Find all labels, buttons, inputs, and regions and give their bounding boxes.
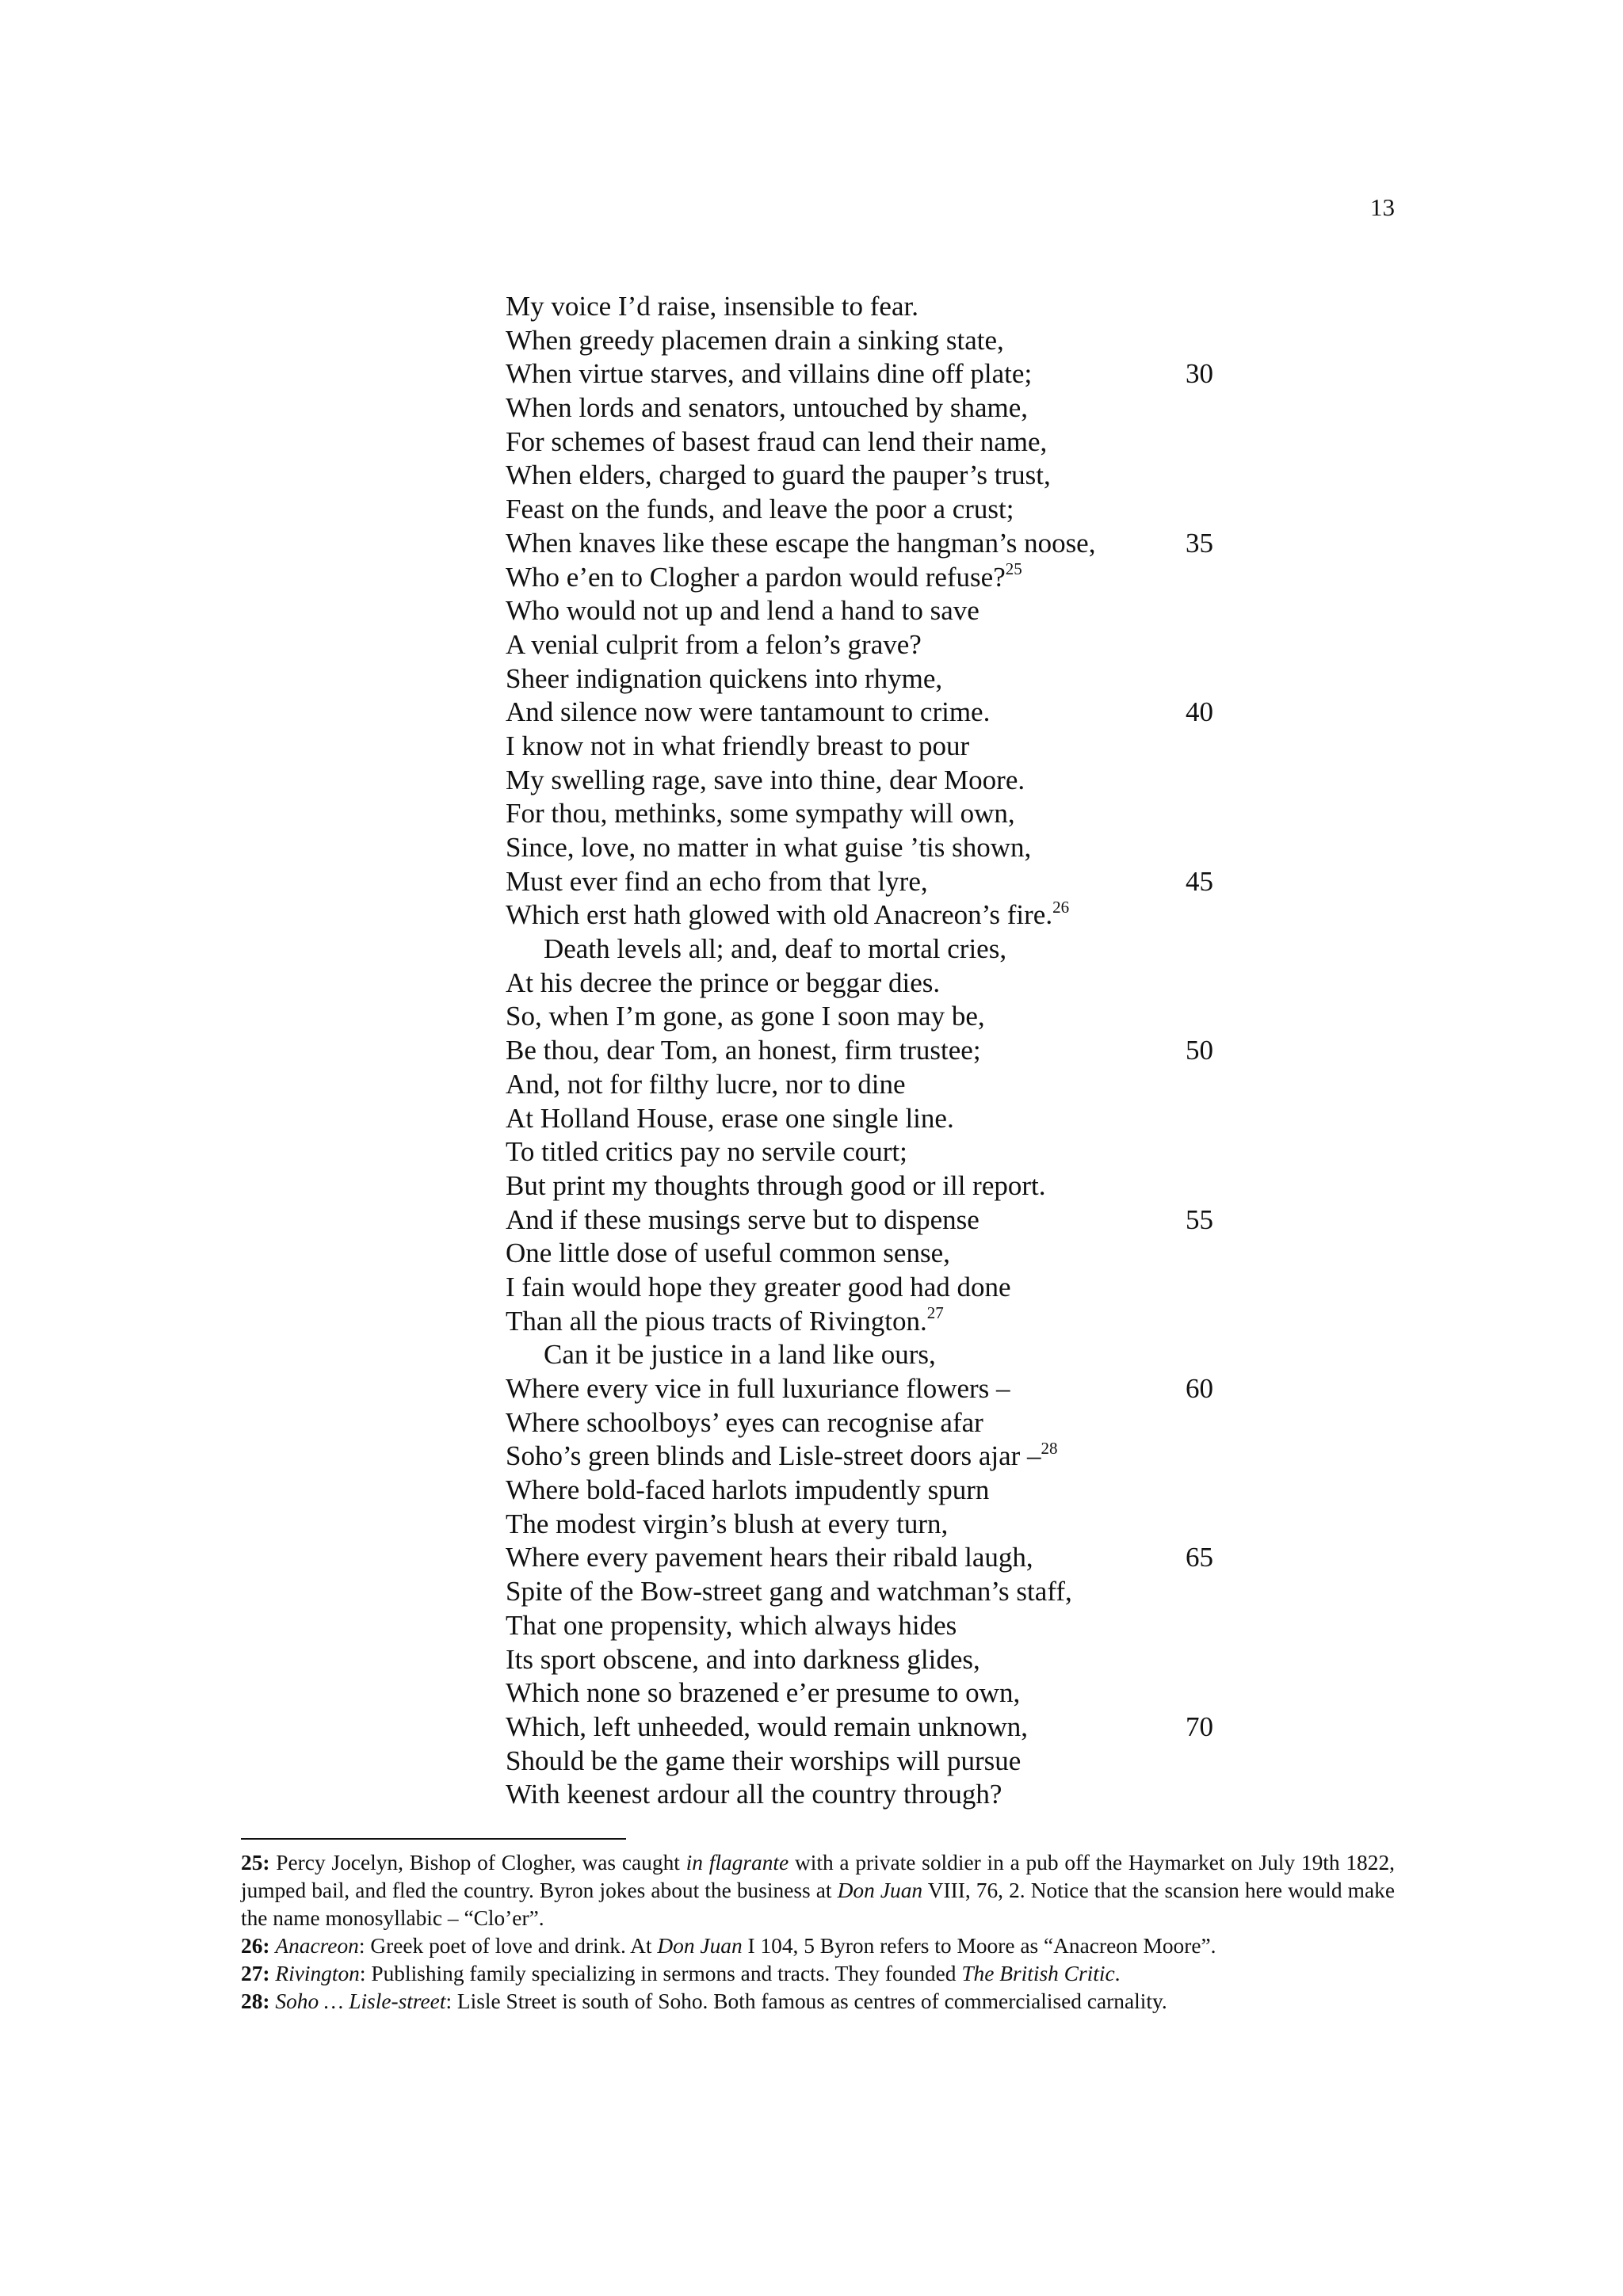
page-number: 13 [1370,193,1395,221]
poem-line-text: And, not for filthy lucre, nor to dine [506,1068,906,1100]
poem-line-text: And silence now were tantamount to crime. [506,696,991,728]
poem-line [506,1271,1266,1305]
poem-line [506,1000,1266,1034]
footnote [241,1960,1395,1988]
poem-line-text: For schemes of basest fraud can lend their name, [506,425,1048,457]
poem-line [506,1609,1266,1643]
footnote-text: : Greek poet of love and drink. At [358,1934,658,1958]
poem-line [506,1440,1266,1474]
poem-line [506,1474,1266,1508]
poem-line [506,1778,1266,1812]
footnote-text: : Publishing family specializing in sermons and tracts. They founded [359,1962,962,1985]
poem-line-text: Which none so brazened e’er presume to own, [506,1677,1021,1709]
poem-text [506,290,1266,1812]
footnote-italic-text: The British Critic [961,1962,1115,1985]
poem-line-text: Sheer indignation quickens into rhyme, [506,662,943,694]
poem-line-text: At Holland House, erase one single line. [506,1102,954,1134]
footnote-reference: 27 [926,1302,944,1322]
poem-line [506,1575,1266,1609]
poem-line [506,967,1266,1001]
poem-line [506,459,1266,493]
footnote-italic-text: Rivington [275,1962,360,1985]
line-number: 65 [1186,1542,1213,1573]
poem-line-text: Than all the pious tracts of Rivington. [506,1305,927,1337]
poem-line [506,324,1266,358]
poem-line-text: I know not in what friendly breast to pour [506,730,970,761]
poem-line-text: Where schoolboys’ eyes can recognise afar [506,1406,983,1438]
poem-line [506,1338,1266,1372]
poem-line-text: Where every vice in full luxuriance flowers – [506,1373,1010,1404]
poem-line-text: And if these musings serve but to dispense [506,1203,980,1235]
poem-line-text: When lords and senators, untouched by shame, [506,392,1029,424]
poem-line-text: But print my thoughts through good or ill report. [506,1169,1046,1201]
footnote-text: : Lisle Street is south of Soho. Both famous as centres of commercialised carnality. [445,1989,1167,2013]
poem-line-text: Where every pavement hears their ribald laugh, [506,1542,1033,1573]
poem-line [506,831,1266,865]
poem-line-text: My swelling rage, save into thine, dear Moore. [506,764,1025,795]
poem-line [506,1643,1266,1677]
poem-line-text: Soho’s green blinds and Lisle-street doors ajar – [506,1440,1041,1472]
poem-line-text: At his decree the prince or beggar dies. [506,967,941,998]
footnote-number: 27: [241,1962,270,1985]
line-number: 40 [1186,696,1213,728]
poem-line [506,1068,1266,1102]
footnote [241,1849,1395,1932]
poem-line-text: Should be the game their worships will pursue [506,1745,1022,1776]
poem-line-text: That one propensity, which always hides [506,1609,957,1641]
poem-line-text: One little dose of useful common sense, [506,1238,950,1269]
poem-line [506,696,1266,730]
poem-line [506,1237,1266,1271]
poem-line-text: Who would not up and lend a hand to save [506,595,980,627]
poem-line [506,1135,1266,1169]
footnote-number: 28: [241,1989,270,2013]
line-number: 50 [1186,1035,1213,1066]
poem-line [506,1406,1266,1440]
footnote [241,1988,1395,2016]
poem-line [506,898,1266,933]
poem-line-text: Since, love, no matter in what guise ’tis shown, [506,832,1032,863]
poem-line [506,527,1266,561]
poem-line [506,764,1266,798]
poem-line-text: To titled critics pay no servile court; [506,1136,907,1168]
poem-line [506,1102,1266,1136]
poem-line [506,1541,1266,1575]
footnote-text: Percy Jocelyn, Bishop of Clogher, was caught [269,1851,686,1875]
poem-line [506,290,1266,324]
poem-line [506,594,1266,628]
poem-line [506,493,1266,527]
poem-line-text: Its sport obscene, and into darkness glides, [506,1643,980,1675]
poem-line-text: I fain would hope they greater good had done [506,1271,1011,1302]
line-number: 45 [1186,865,1213,897]
footnote-text: VIII, 76, 2. Notice that the scansion here would make the name monosyllabic – “Clo’er”. [241,1878,1395,1930]
footnote-reference: 26 [1052,897,1070,917]
poem-line-text: The modest virgin’s blush at every turn, [506,1508,949,1539]
poem-line-text: Which, left unheeded, would remain unknown, [506,1711,1028,1742]
footnote-divider [241,1838,626,1840]
poem-line-text: Can it be justice in a land like ours, [544,1339,936,1371]
footnote-number: 26: [241,1934,270,1958]
poem-line-text: When elders, charged to guard the pauper’s trust, [506,460,1051,491]
poem-line [506,1372,1266,1406]
poem-line-text: A venial culprit from a felon’s grave? [506,628,922,660]
poem-line-text: Who e’en to Clogher a pardon would refuse? [506,561,1006,593]
poem-line-text: So, when I’m gone, as gone I soon may be, [506,1001,985,1032]
footnote-italic-text: in flagrante [685,1851,789,1875]
poem-line-text: Spite of the Bow-street gang and watchman’s staff, [506,1576,1072,1608]
poem-line-text: Be thou, dear Tom, an honest, firm trustee; [506,1035,981,1066]
poem-line [506,1711,1266,1745]
line-number: 60 [1186,1373,1213,1404]
poem-line [506,628,1266,662]
poem-line [506,797,1266,831]
footnote-reference: 25 [1005,559,1022,578]
footnote [241,1932,1395,1960]
footnotes [241,1849,1395,2016]
poem-line [506,662,1266,696]
footnote-text: . [1114,1962,1121,1985]
poem-line [506,1745,1266,1779]
footnote-text: I 104, 5 Byron refers to Moore as “Anacreon Moore”. [742,1934,1216,1958]
footnote-reference: 28 [1041,1438,1058,1458]
poem-line [506,357,1266,391]
footnote-italic-text: Anacreon [275,1934,359,1958]
poem-line [506,730,1266,764]
poem-line [506,1302,1266,1339]
poem-line-text: With keenest ardour all the country through? [506,1779,1002,1810]
poem-line-text: Which erst hath glowed with old Anacreon’s fire. [506,899,1053,931]
poem-line [506,933,1266,967]
footnote-italic-text: Don Juan [837,1878,923,1902]
line-number: 70 [1186,1711,1213,1742]
poem-line-text: Where bold-faced harlots impudently spurn [506,1474,990,1506]
poem-line [506,1508,1266,1542]
poem-line-text: Must ever find an echo from that lyre, [506,865,928,897]
poem-line-text: When virtue starves, and villains dine off plate; [506,358,1033,390]
poem-line [506,425,1266,460]
poem-line [506,391,1266,425]
footnote-italic-text: Don Juan [657,1934,743,1958]
poem-line-text: My voice I’d raise, insensible to fear. [506,291,918,322]
poem-line [506,1203,1266,1238]
poem-line-text: Death levels all; and, deaf to mortal cries, [544,933,1007,965]
line-number: 30 [1186,358,1213,390]
poem-line [506,1034,1266,1068]
line-number: 55 [1186,1203,1213,1235]
poem-line [506,1169,1266,1203]
footnote-number: 25: [241,1851,270,1875]
poem-line-text: When greedy placemen drain a sinking state, [506,324,1004,356]
poem-line [506,865,1266,899]
footnote-italic-text: Soho … Lisle-street [275,1989,446,2013]
poem-line-text: Feast on the funds, and leave the poor a crust; [506,494,1014,525]
footnote-text: with a private soldier in a pub off the Haymarket on July 19th 1822, jumped bail, and fled the country. Byron jokes about the business at [241,1851,1395,1902]
poem-line-text: When knaves like these escape the hangman’s noose, [506,527,1096,559]
line-number: 35 [1186,527,1213,559]
poem-line [506,561,1266,595]
poem-line [506,1676,1266,1711]
poem-line-text: For thou, methinks, some sympathy will own, [506,798,1015,830]
